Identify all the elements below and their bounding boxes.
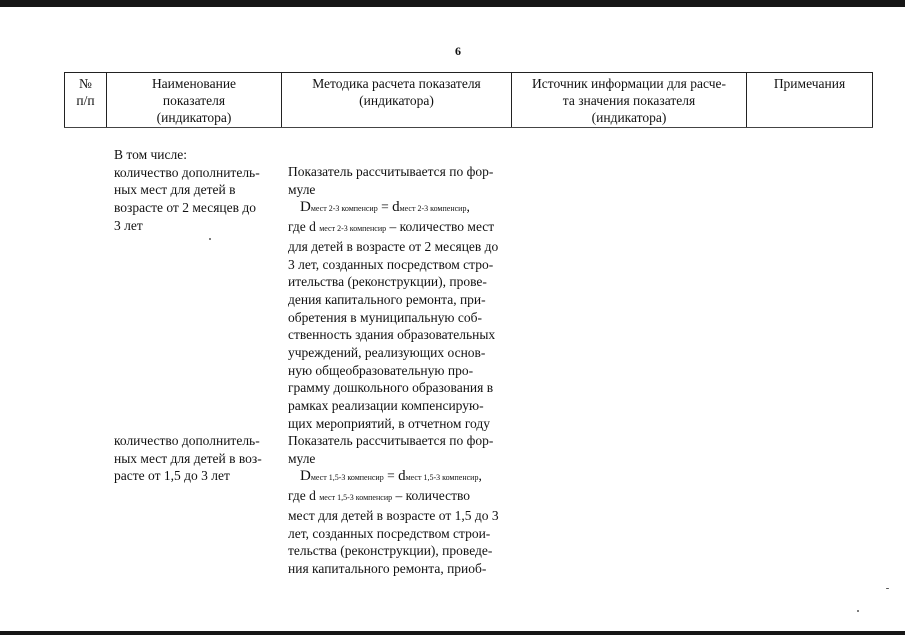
- scan-speck: [209, 238, 211, 240]
- row1-name-line: возрасте от 2 месяцев до: [114, 200, 256, 216]
- row1-method-line: для детей в возрасте от 2 месяцев до: [288, 238, 499, 254]
- row2-method: [288, 432, 510, 578]
- row1-method-line: рамках реализации компенсирую-: [288, 398, 484, 414]
- row1-method-line: грамму дошкольного образования в: [288, 380, 494, 396]
- row1-method: [288, 163, 510, 433]
- row2-formula: Dмест 1,5-3 компенсир = dмест 1,5-3 компенсир,: [300, 468, 482, 485]
- scan-bottom-border: [0, 631, 905, 635]
- row2-method-intro: муле: [288, 450, 316, 466]
- scan-speck: [886, 588, 889, 589]
- scan-speck: [857, 610, 859, 612]
- row2-name-line: количество дополнитель-: [114, 433, 260, 448]
- row2-name-line: расте от 1,5 до 3 лет: [114, 468, 230, 484]
- row1-formula: Dмест 2-3 компенсир = dмест 2-3 компенсир,: [300, 199, 470, 216]
- row1-method-line: щих мероприятий, в отчетном году: [288, 415, 491, 431]
- row2-name-line: ных мест для детей в воз-: [114, 450, 262, 466]
- row1-name-line: количество дополнитель-: [114, 164, 260, 180]
- row2-method-line: тельства (реконструкции), проведе-: [288, 543, 493, 559]
- row1-method-line: 3 лет, созданных посредством стро-: [288, 256, 494, 272]
- page-number: 6: [455, 44, 461, 58]
- row2-indicator-name: [114, 432, 278, 485]
- row1-indicator-name: [114, 146, 278, 235]
- header-indicator-name: Наименование показателя (индикатора): [107, 73, 282, 128]
- table-header: [64, 72, 873, 128]
- row1-name-line: 3 лет: [114, 217, 143, 233]
- row2-where: где d мест 1,5-3 компенсир – количество: [288, 488, 471, 504]
- row1-method-line: дения капитального ремонта, при-: [288, 291, 486, 307]
- row1-method-line: ительства (реконструкции), прове-: [288, 274, 487, 290]
- header-num: № п/п: [65, 73, 107, 128]
- scan-top-border: [0, 0, 905, 7]
- row1-name-line: ных мест для детей в: [114, 182, 236, 198]
- row1-method-intro: Показатель рассчитывается по фор-: [288, 164, 494, 179]
- header-method: Методика расчета показателя (индикатора): [282, 73, 512, 128]
- row2-method-line: лет, созданных посредством строи-: [288, 525, 491, 541]
- row1-where: где d мест 2-3 компенсир – количество мест: [288, 219, 495, 235]
- header-source: Источник информации для расче- та значения показателя (индикатора): [512, 73, 747, 128]
- row2-method-intro: Показатель рассчитывается по фор-: [288, 433, 494, 448]
- row1-method-line: учреждений, реализующих основ-: [288, 345, 486, 361]
- row1-method-intro: муле: [288, 181, 316, 197]
- header-notes: Примечания: [747, 73, 873, 128]
- row1-intro: В том числе:: [114, 147, 187, 162]
- row1-method-line: обретения в муниципальную соб-: [288, 309, 482, 325]
- row1-method-line: ную общеобразовательную про-: [288, 362, 474, 378]
- row2-method-line: ния капитального ремонта, приоб-: [288, 560, 487, 576]
- row1-method-line: ственность здания образовательных: [288, 327, 496, 343]
- row2-method-line: мест для детей в возрасте от 1,5 до 3: [288, 507, 499, 523]
